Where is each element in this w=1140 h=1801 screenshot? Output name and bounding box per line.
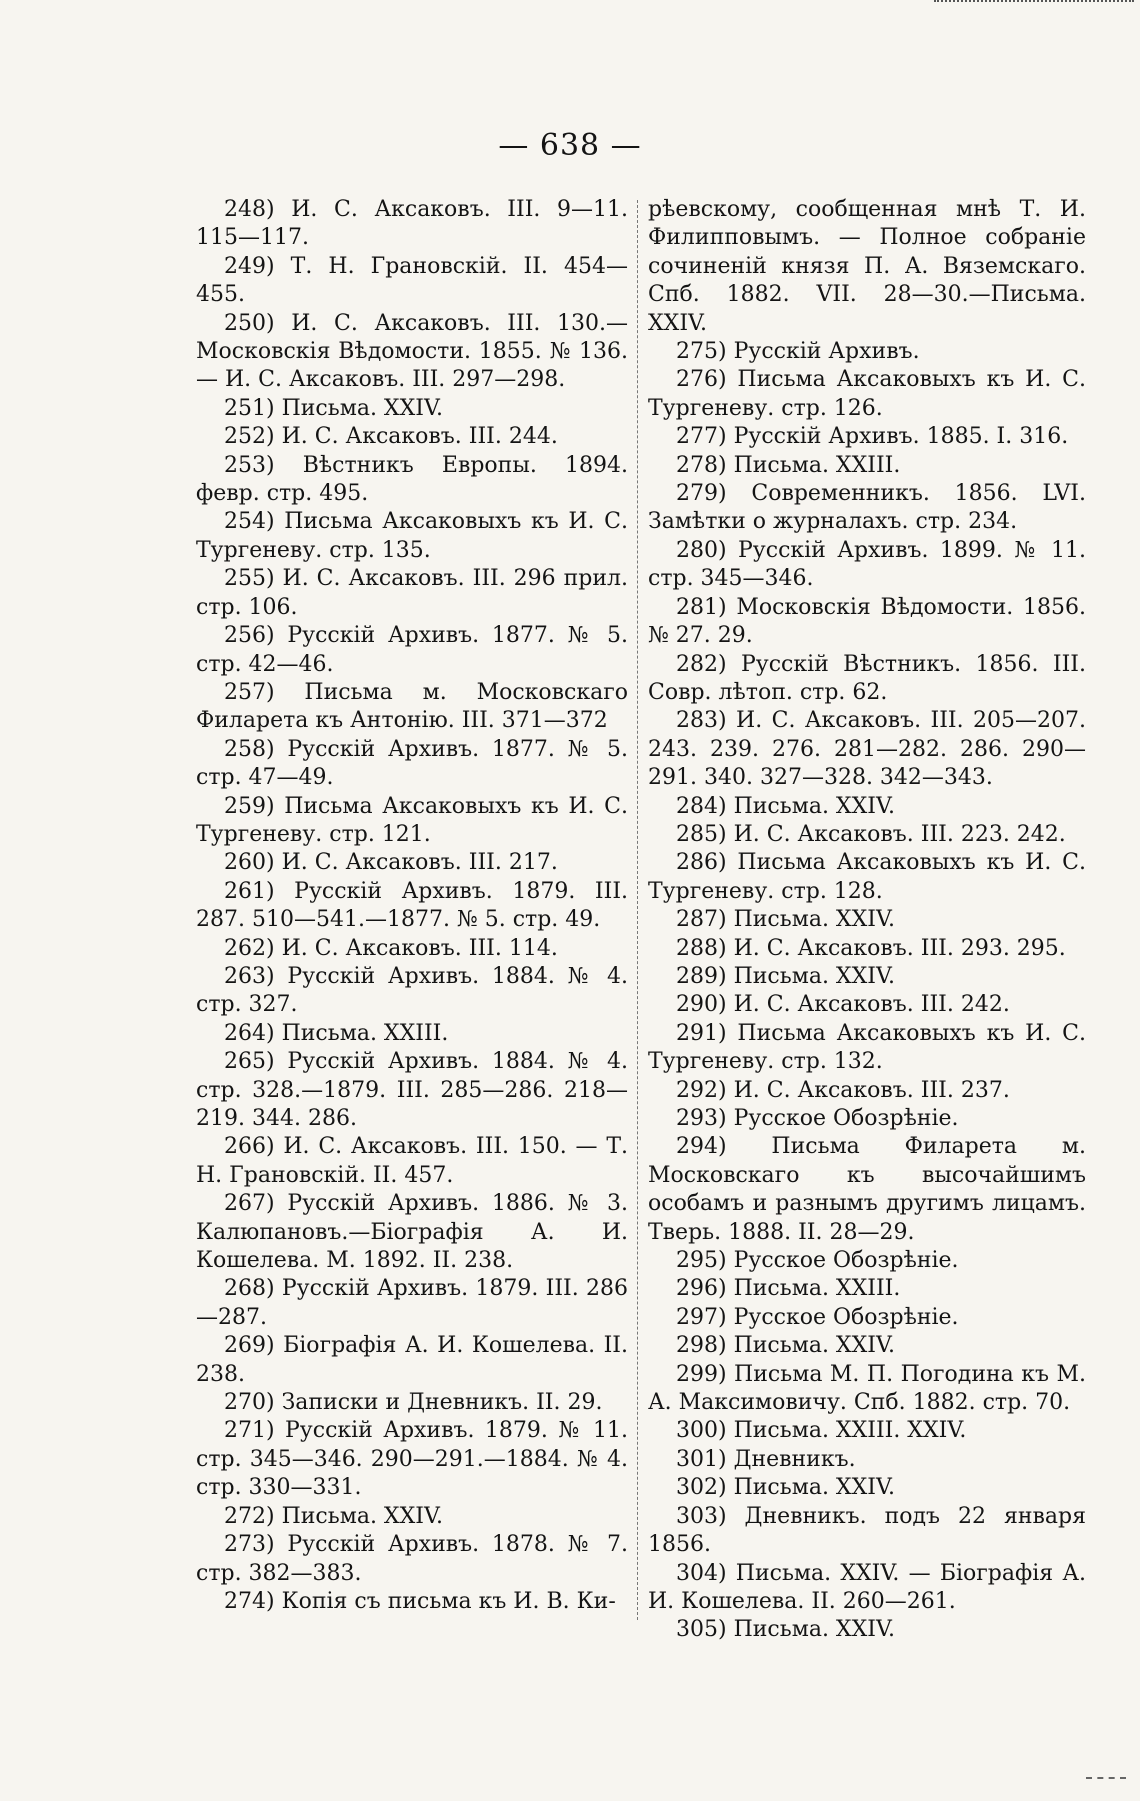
footnote-entry: 252) И. С. Аксаковъ. III. 244. — [224, 424, 558, 450]
footnote-entry: 288) И. С. Аксаковъ. III. 293. 295. — [676, 935, 1066, 961]
footnote-entry: 270) Записки и Дневникъ. II. 29. — [224, 1390, 603, 1416]
footnote-entry: 274) Копія съ письма къ И. В. Ки- — [224, 1588, 616, 1614]
footnote-entry: 267) Русскій Архивъ. 1886. № 3. Калюпановъ.—Біографія А. И. Кошелева. М. 1892. II. 238. — [196, 1191, 628, 1274]
footnote-entry: 273) Русскій Архивъ. 1878. № 7. стр. 382—383. — [196, 1532, 628, 1586]
footnote-entry: 300) Письма. XXIII. XXIV. — [676, 1418, 967, 1444]
footnote-entry: 258) Русскій Архивъ. 1877. № 5. стр. 47—49. — [196, 736, 628, 791]
footnote-entry: 284) Письма. XXIV. — [676, 793, 895, 819]
scan-edge-mark — [934, 0, 1134, 6]
footnote-entry: 271) Русскій Архивъ. 1879. № 11. стр. 345—346. 290—291.—1884. № 4. стр. 330—331. — [196, 1418, 628, 1501]
footnote-entry: 272) Письма. XXIV. — [224, 1503, 443, 1529]
footnote-entry: 251) Письма. XXIV. — [224, 395, 443, 421]
footnote-entry: 291) Письма Аксаковыхъ къ И. С. Тургеневу. стр. 132. — [648, 1020, 1086, 1075]
footnote-entry: 259) Письма Аксаковыхъ къ И. С. Тургеневу. стр. 121. — [196, 793, 628, 847]
footnote-entry: 296) Письма. XXIII. — [676, 1276, 901, 1302]
right-column — [648, 196, 1086, 1645]
footnote-entry: 298) Письма. XXIV. — [676, 1333, 895, 1359]
footnote-entry: 297) Русское Обозрѣніе. — [676, 1304, 959, 1330]
footnote-entry: 255) И. С. Аксаковъ. III. 296 прил. стр. 106. — [196, 566, 628, 620]
footnote-entry: 249) Т. Н. Грановскій. II. 454—455. — [196, 253, 628, 308]
footnote-entry: 305) Письма. XXIV. — [676, 1617, 895, 1643]
footnote-entry: 295) Русское Обозрѣніе. — [676, 1248, 959, 1274]
footnote-entry: 289) Письма. XXIV. — [676, 963, 895, 989]
footnote-entry: 280) Русскій Архивъ. 1899. № 11. стр. 345—346. — [648, 537, 1086, 592]
footnote-entry: 261) Русскій Архивъ. 1879. III. 287. 510—541.—1877. № 5. стр. 49. — [196, 878, 628, 933]
scan-edge-mark — [1086, 1777, 1126, 1781]
column-divider — [637, 200, 638, 1620]
footnote-entry: 304) Письма. XXIV. — Біографія А. И. Кошелева. II. 260—261. — [648, 1560, 1086, 1614]
footnote-entry: 281) Московскія Вѣдомости. 1856. № 27. 29. — [648, 594, 1086, 649]
footnote-entry: 257) Письма м. Московскаго Филарета къ Антонію. III. 371—372 — [196, 679, 628, 734]
footnote-entry: 294) Письма Филарета м. Московскаго къ высочайшимъ особамъ и разнымъ другимъ лицамъ. Тверь. 1888. II. 28—29. — [648, 1134, 1086, 1245]
left-column — [196, 196, 628, 1616]
footnote-entry: 265) Русскій Архивъ. 1884. № 4. стр. 328.—1879. III. 285—286. 218—219. 344. 286. — [196, 1049, 628, 1131]
footnote-continuation: рѣевскому, сообщенная мнѣ Т. И. Филипповымъ. — Полное собраніе сочиненій князя П. А. Вяземскаго. Спб. 1882. VII. 28—30.—Письма. XXIV. — [648, 197, 1086, 336]
footnote-entry: 268) Русскій Архивъ. 1879. III. 286—287. — [196, 1276, 628, 1330]
footnote-entry: 301) Дневникъ. — [676, 1446, 856, 1472]
footnote-entry: 263) Русскій Архивъ. 1884. № 4. стр. 327. — [196, 963, 628, 1018]
footnote-entry: 269) Біографія А. И. Кошелева. II. 238. — [196, 1333, 628, 1387]
footnote-entry: 253) Вѣстникъ Европы. 1894. февр. стр. 495. — [196, 452, 628, 507]
footnote-entry: 279) Современникъ. 1856. LVI. Замѣтки о журналахъ. стр. 234. — [648, 481, 1086, 535]
footnote-entry: 283) И. С. Аксаковъ. III. 205—207. 243. 239. 276. 281—282. 286. 290—291. 340. 327—328. 342—343. — [648, 708, 1086, 791]
footnote-entry: 290) И. С. Аксаковъ. III. 242. — [676, 992, 1010, 1018]
footnote-entry: 248) И. С. Аксаковъ. III. 9—11. 115—117. — [196, 197, 628, 251]
page-number: — 638 — — [498, 128, 642, 163]
footnote-entry: 256) Русскій Архивъ. 1877. № 5. стр. 42—46. — [196, 623, 628, 677]
footnote-entry: 275) Русскій Архивъ. — [676, 339, 920, 365]
footnote-entry: 292) И. С. Аксаковъ. III. 237. — [676, 1077, 1010, 1103]
footnote-entry: 302) Письма. XXIV. — [676, 1475, 895, 1501]
footnote-entry: 293) Русское Обозрѣніе. — [676, 1106, 959, 1131]
footnote-entry: 262) И. С. Аксаковъ. III. 114. — [224, 935, 558, 961]
footnote-entry: 285) И. С. Аксаковъ. III. 223. 242. — [676, 821, 1066, 847]
footnote-entry: 286) Письма Аксаковыхъ къ И. С. Тургеневу. стр. 128. — [648, 850, 1086, 904]
footnote-entry: 278) Письма. XXIII. — [676, 452, 901, 478]
footnote-entry: 277) Русскій Архивъ. 1885. I. 316. — [676, 424, 1069, 450]
footnote-entry: 276) Письма Аксаковыхъ къ И. С. Тургеневу. стр. 126. — [648, 367, 1086, 421]
footnote-entry: 250) И. С. Аксаковъ. III. 130.—Московскія Вѣдомости. 1855. № 136. — И. С. Аксаковъ. III. 297—298. — [196, 310, 628, 393]
footnote-entry: 266) И. С. Аксаковъ. III. 150. — Т. Н. Грановскій. II. 457. — [196, 1134, 628, 1188]
footnote-entry: 303) Дневникъ. подъ 22 января 1856. — [648, 1503, 1086, 1558]
footnote-entry: 299) Письма М. П. Погодина къ М. А. Максимовичу. Спб. 1882. стр. 70. — [648, 1361, 1086, 1416]
footnote-entry: 264) Письма. XXIII. — [224, 1020, 449, 1046]
footnote-entry: 287) Письма. XXIV. — [676, 907, 895, 933]
footnote-entry: 254) Письма Аксаковыхъ къ И. С. Тургеневу. стр. 135. — [196, 509, 628, 563]
footnote-entry: 260) И. С. Аксаковъ. III. 217. — [224, 850, 558, 876]
footnote-entry: 282) Русскій Вѣстникъ. 1856. III. Совр. лѣтоп. стр. 62. — [648, 651, 1086, 705]
